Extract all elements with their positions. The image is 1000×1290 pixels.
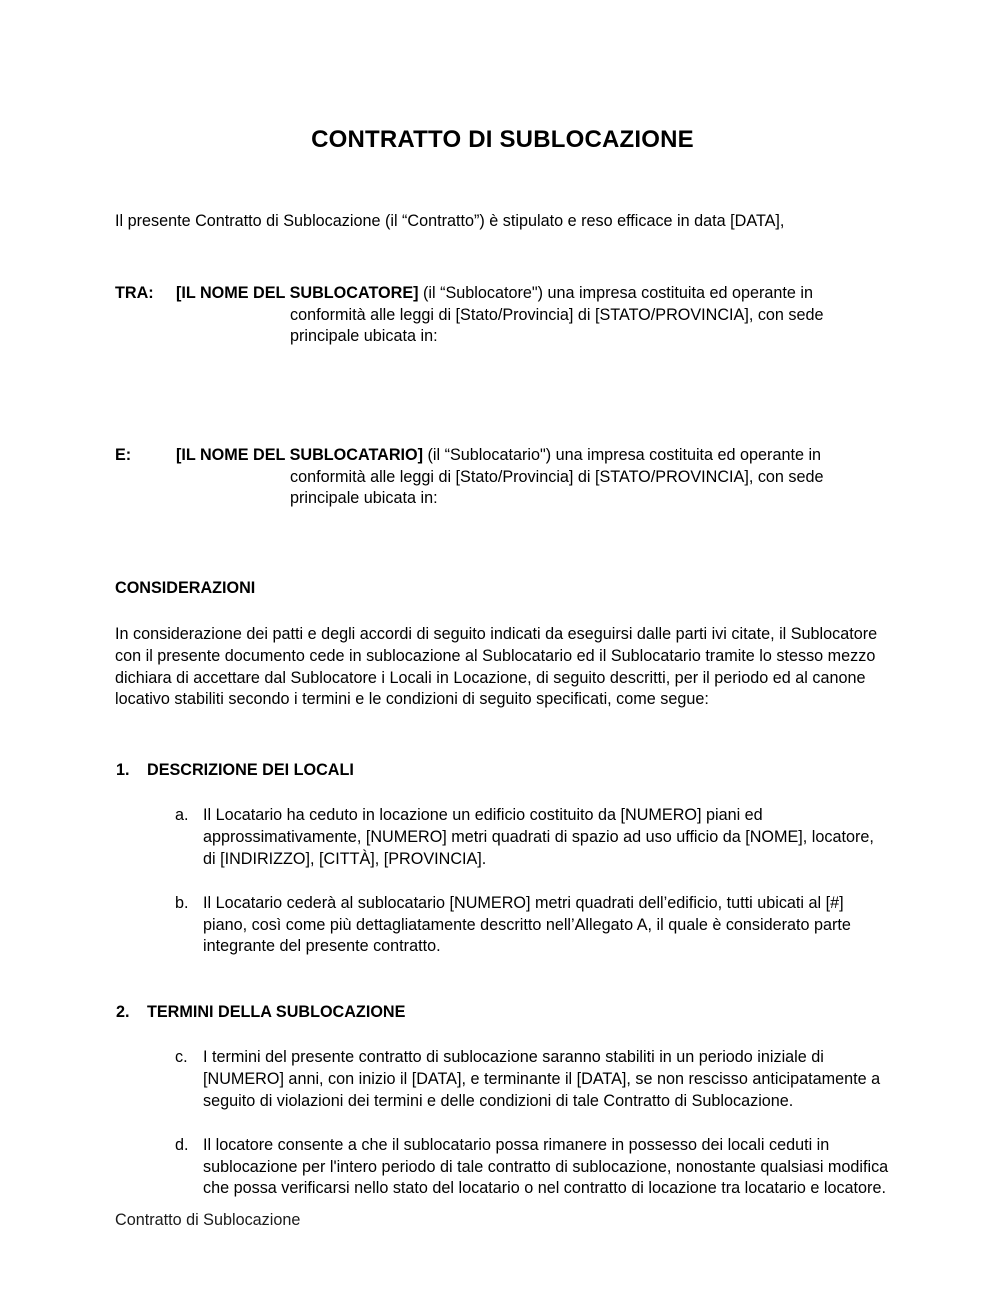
considerazioni-heading: CONSIDERAZIONI: [115, 578, 256, 597]
section-1-item-b-letter: b.: [175, 894, 189, 913]
party-label-e: E:: [115, 445, 132, 464]
section-2-title: TERMINI DELLA SUBLOCAZIONE: [147, 1002, 406, 1021]
section-1-item-a-letter: a.: [175, 806, 189, 825]
party-label-tra: TRA:: [115, 284, 154, 303]
section-1-title: DESCRIZIONE DEI LOCALI: [147, 760, 354, 779]
party-block-sublocatario: [115, 348, 890, 510]
section-1-item-a: [175, 781, 890, 870]
party-text-sublocatore: [176, 283, 890, 348]
section-2-item-c-text: I termini del presente contratto di sublocazione saranno stabiliti in un periodo iniziale di [NUMERO] anni, con inizio il [DATA], e terminante il [DATA], se non rescisso anticipatamente a seguito di violazioni dei termini e delle condizioni di tale Contratto di Sublocazione.: [203, 1048, 881, 1110]
considerazioni-paragraph: In considerazione dei patti e degli accordi di seguito indicati da eseguirsi dalle parti ivi citate, il Sublocatore con il presente documento cede in sublocazione al Sublocatario ed il Sublocatario tramite lo stesso mezzo dichiara di accettare dal Sublocatore i Locali in Locazione, di seguito descritti, per il periodo ed al canone locativo stabiliti secondo i termini e le condizioni di seguito specificati, come segue:: [115, 625, 878, 709]
section-1-number: 1.: [116, 760, 130, 779]
section-2-item-c-letter: c.: [175, 1048, 188, 1067]
section-1-item-a-text: Il Locatario ha ceduto in locazione un edificio costituito da [NUMERO] piani ed approssimativamente, [NUMERO] metri quadrati di spazio ad uso ufficio da [NOME], locatore, di [INDIRIZZO], [CITTÀ], [PROVINCIA].: [203, 806, 874, 868]
section-2-number: 2.: [116, 1002, 130, 1021]
section-2-item-d-letter: d.: [175, 1136, 189, 1155]
party-block-sublocatore: [115, 232, 890, 348]
section-1: [115, 711, 890, 782]
party-name-sublocatore: [IL NOME DEL SUBLOCATORE]: [176, 284, 419, 303]
page-title: CONTRATTO DI SUBLOCAZIONE: [311, 126, 694, 153]
page-footer: Contratto di Sublocazione: [115, 1211, 301, 1229]
section-2-item-d: [175, 1112, 890, 1200]
party-name-sublocatario: [IL NOME DEL SUBLOCATARIO]: [176, 445, 423, 464]
section-1-item-b: [175, 870, 890, 958]
section-1-item-b-text: Il Locatario cederà al sublocatario [NUMERO] metri quadrati dell’edificio, tutti ubicati al [#] piano, così come più dettagliatamente descritto nell’Allegato A, il quale è considerato parte integrante del presente contratto.: [203, 894, 851, 956]
party-description-sublocatario: (il “Sublocatario") una impresa costituita ed operante in conformità alle leggi di [Stato/Provincia] di [STATO/PROVINCIA], con sede principale ubicata in:: [290, 445, 824, 508]
section-2: [115, 958, 890, 1024]
party-text-sublocatario: [176, 445, 890, 510]
section-2-item-c: [175, 1023, 890, 1112]
section-2-item-d-text: Il locatore consente a che il sublocatario possa rimanere in possesso dei locali ceduti in sublocazione per l'intero periodo di tale contratto di sublocazione, nonostante qualsiasi modifica che possa verificarsi nello stato del locatario o nel contratto di locazione tra locatario e locatore.: [203, 1136, 889, 1198]
intro-paragraph: Il presente Contratto di Sublocazione (il “Contratto”) è stipulato e reso efficace in data [DATA],: [115, 211, 785, 230]
document-body: [115, 0, 890, 1200]
party-description-sublocatore: (il “Sublocatore") una impresa costituita ed operante in conformità alle leggi di [Stato/Provincia] di [STATO/PROVINCIA], con sede principale ubicata in:: [290, 284, 824, 346]
